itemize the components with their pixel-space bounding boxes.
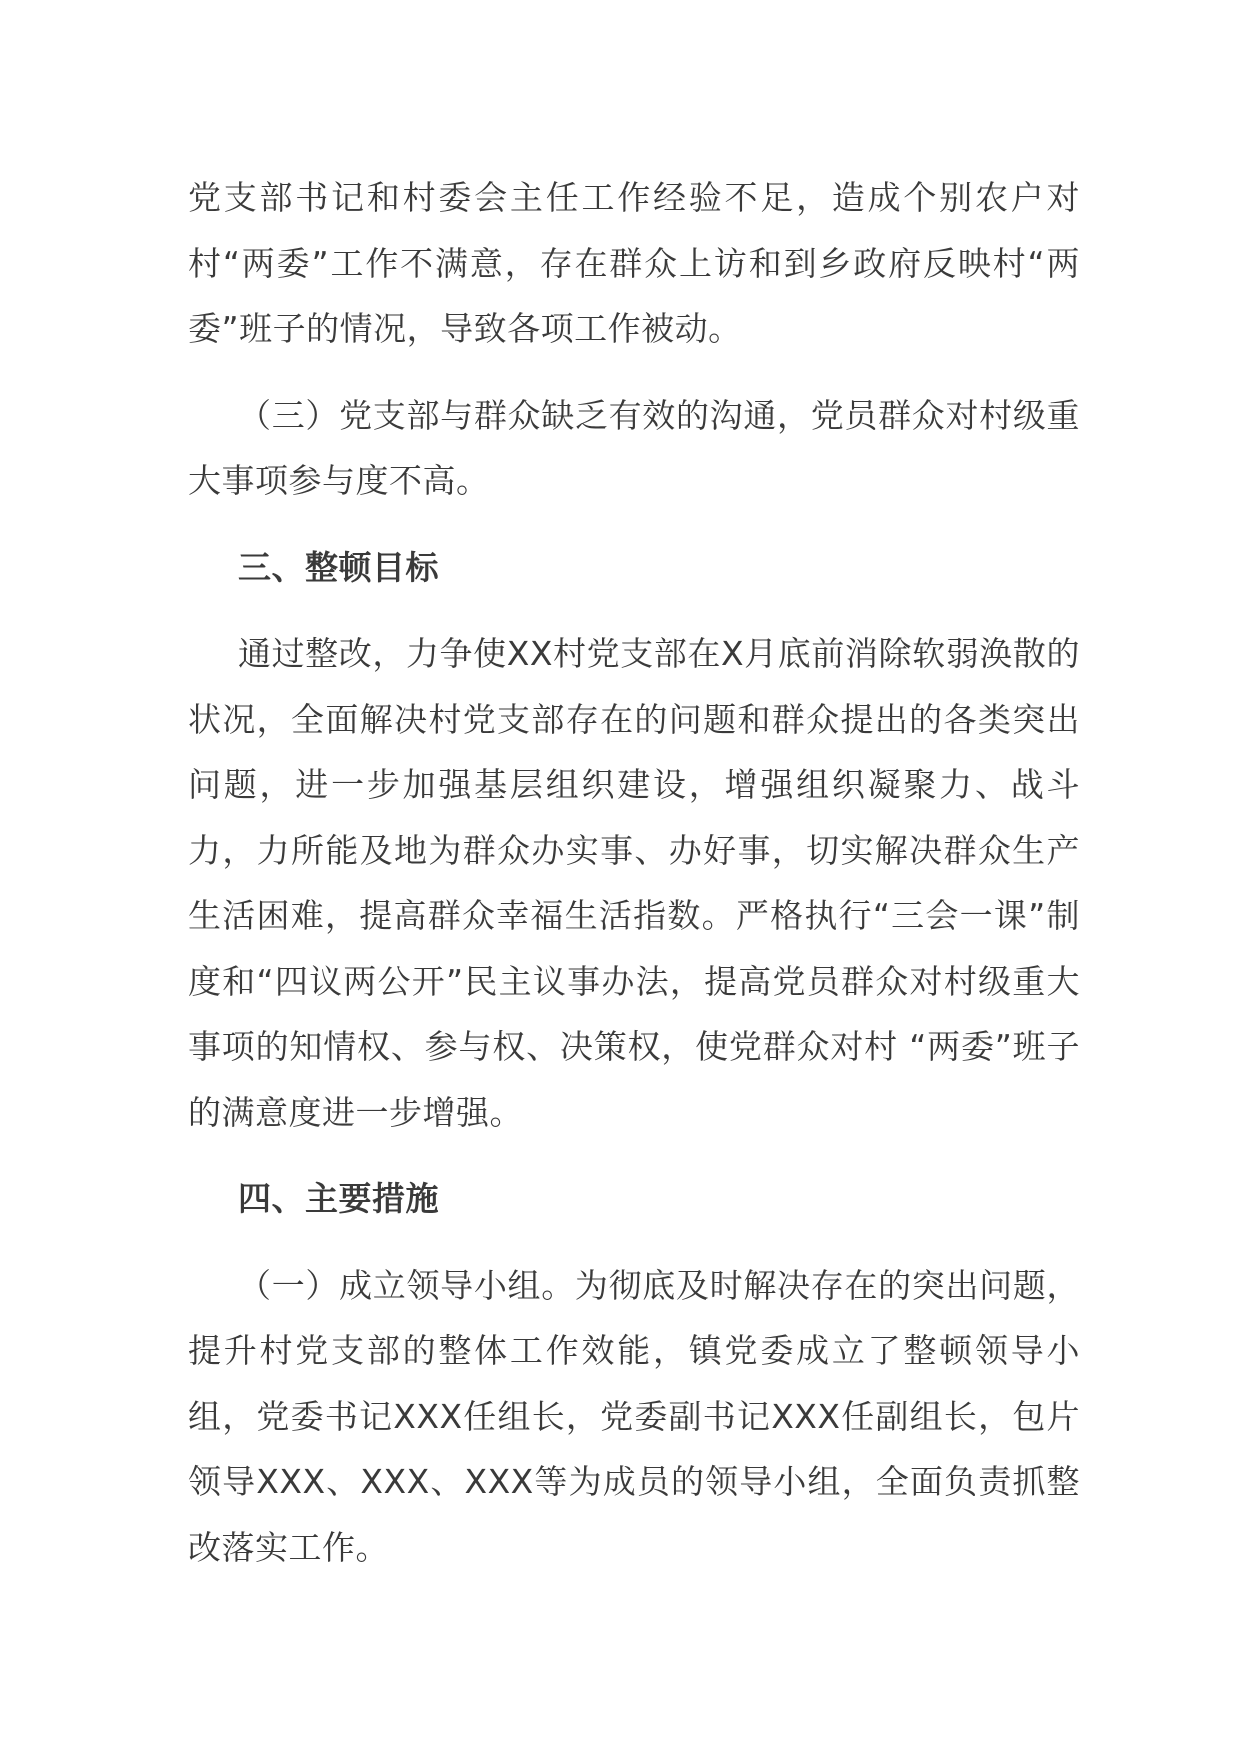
paragraph-item-3: （三）党支部与群众缺乏有效的沟通，党员群众对村级重大事项参与度不高。 <box>188 395 1080 500</box>
paragraph-goals: 通过整改，力争使XX村党支部在X月底前消除软弱涣散的状况，全面解决村党支部存在的问题和群众提出的各类突出问题，进一步加强基层组织建设，增强组织凝聚力、战斗力，力所能及地为群众办实事、办好事，切实解决群众生产生活困难，提高群众幸福生活指数。严格执行“三会一课”制度和“四议两公开”民主议事办法，提高党员群众对村级重大事项的知情权、参与权、决策权，使党群众对村 “两委”班子的满意度进一步增强。 <box>188 634 1080 1132</box>
paragraph-measure-1: （一）成立领导小组。为彻底及时解决存在的突出问题，提升村党支部的整体工作效能，镇党委成立了整顿领导小组，党委书记XXX任组长，党委副书记XXX任副组长，包片领导XXX、XXX、XXX等为成员的领导小组，全面负责抓整改落实工作。 <box>188 1265 1080 1567</box>
section-heading-goals: 三、整顿目标 <box>238 547 439 587</box>
document-page <box>188 165 1080 1601</box>
section-heading-measures: 四、主要措施 <box>238 1179 439 1218</box>
paragraph-continuation: 党支部书记和村委会主任工作经验不足，造成个别农户对村“两委”工作不满意，存在群众上访和到乡政府反映村“两委”班子的情况，导致各项工作被动。 <box>188 178 1080 348</box>
